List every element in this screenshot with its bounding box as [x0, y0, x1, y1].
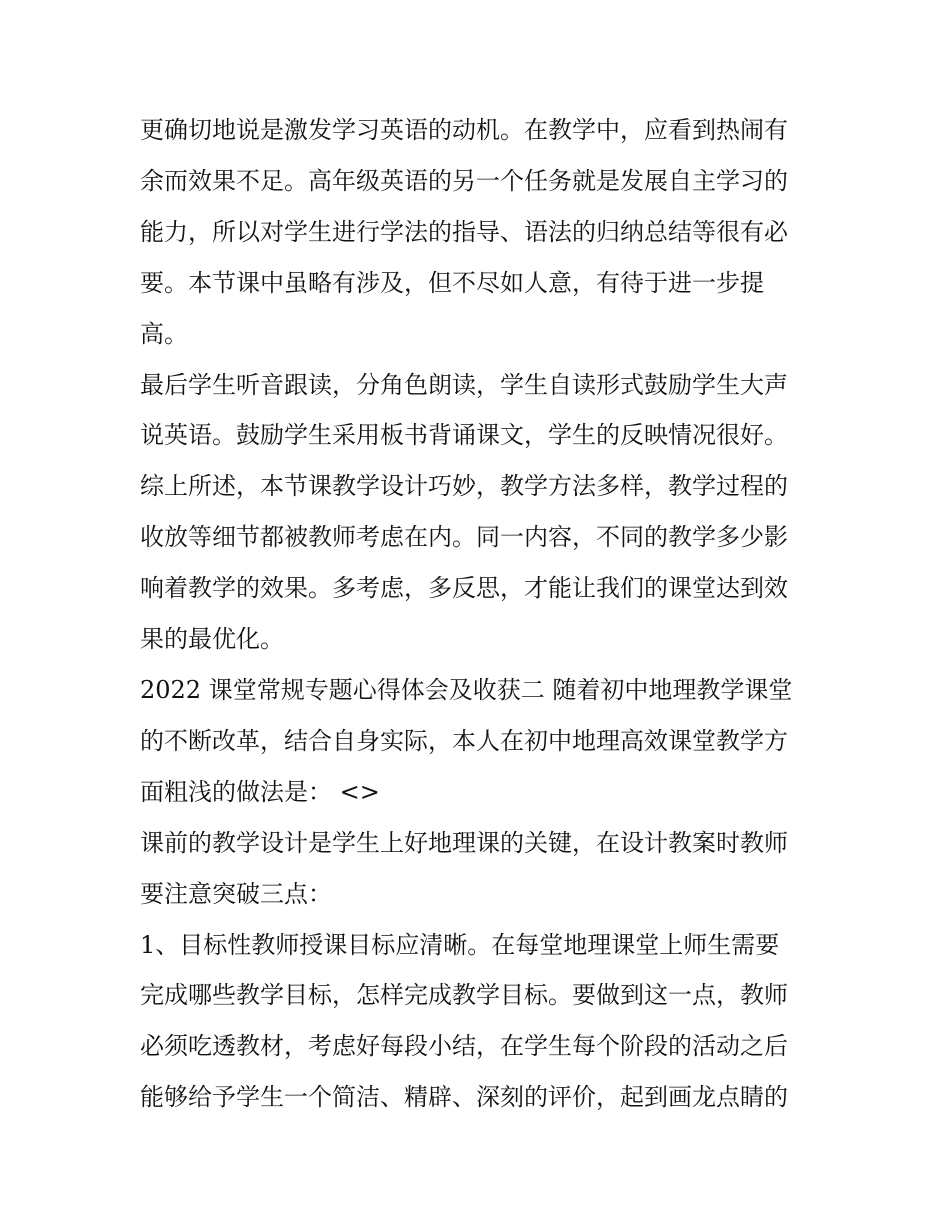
paragraph-2: 最后学生听音跟读，分角色朗读，学生自读形式鼓励学生大声 说英语。鼓励学生采用板书背诵课文，学生的反映情况很好。: [140, 370, 788, 450]
paragraph-5: 课前的教学设计是学生上好地理课的关键，在设计教案时教师 要注意突破三点：: [140, 828, 788, 908]
paragraph-3: 综上所述，本节课教学设计巧妙，教学方法多样，教学过程的 收放等细节都被教师考虑在内。同一内容，不同的教学多少影 响着教学的效果。多考虑，多反思，才能让我们的课堂达到效 果的最优化。: [140, 472, 788, 654]
paragraph-1: 更确切地说是激发学习英语的动机。在教学中，应看到热闹有 余而效果不足。高年级英语的另一个任务就是发展自主学习的 能力，所以对学生进行学法的指导、语法的归纳总结等很有必 要。本节课中虽略有涉及，但不尽如人意，有待于进一步提 高。: [140, 116, 788, 348]
document-body: [140, 105, 820, 1123]
paragraph-4: 2022 课堂常规专题心得体会及收获二 随着初中地理教学课堂 的不断改革，结合自身实际，本人在初中地理高效课堂教学方 面粗浅的做法是： <>: [140, 675, 793, 806]
paragraph-6: 1、目标性教师授课目标应清晰。在每堂地理课堂上师生需要 完成哪些教学目标，怎样完成教学目标。要做到这一点，教师 必须吃透教材，考虑好每段小结，在学生每个阶段的活动之后 能够给予学生一个简洁、精辟、深刻的评价，起到画龙点睛的: [140, 930, 788, 1112]
